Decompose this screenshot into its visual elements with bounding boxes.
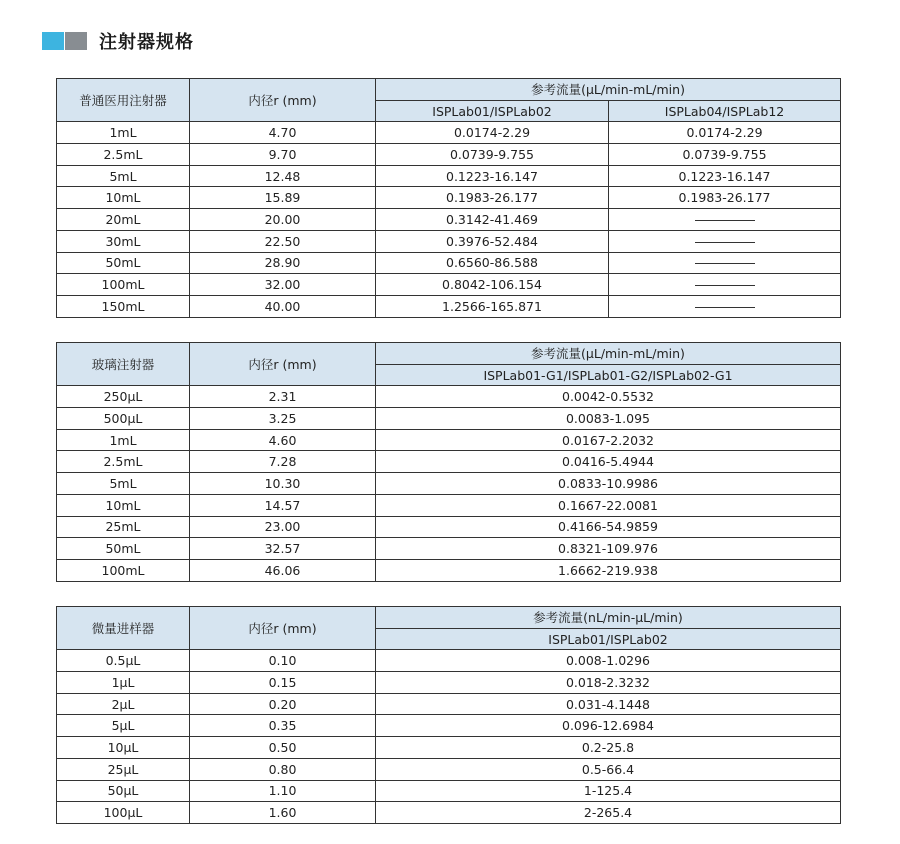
cell-d: 10.30	[190, 473, 376, 495]
cell-a: 0.8042-106.154	[376, 274, 609, 296]
cell-type: 30mL	[57, 230, 190, 252]
dash-placeholder	[695, 307, 755, 308]
cell-a: 0.0042-0.5532	[376, 386, 841, 408]
cell-d: 22.50	[190, 230, 376, 252]
cell-type: 100μL	[57, 802, 190, 824]
cell-type: 2.5mL	[57, 451, 190, 473]
cell-d: 0.80	[190, 758, 376, 780]
cell-d: 46.06	[190, 559, 376, 581]
cell-type: 5mL	[57, 473, 190, 495]
cell-d: 4.70	[190, 122, 376, 144]
dash-placeholder	[695, 220, 755, 221]
table-row	[57, 672, 841, 694]
cell-a: 0.5-66.4	[376, 758, 841, 780]
cell-d: 28.90	[190, 252, 376, 274]
cell-a: 0.2-25.8	[376, 737, 841, 759]
cell-d: 12.48	[190, 165, 376, 187]
table-row	[57, 802, 841, 824]
cell-d: 15.89	[190, 187, 376, 209]
cell-type: 50mL	[57, 252, 190, 274]
cell-type: 10μL	[57, 737, 190, 759]
table-row	[57, 650, 841, 672]
cell-d: 9.70	[190, 144, 376, 166]
table-row	[57, 230, 841, 252]
cell-d: 32.00	[190, 274, 376, 296]
page-title: 注射器规格	[99, 32, 194, 53]
cell-type: 500μL	[57, 408, 190, 430]
table-row	[57, 209, 841, 231]
cell-d: 1.60	[190, 802, 376, 824]
table-row	[57, 386, 841, 408]
col-header-diameter: 内径r (mm)	[190, 607, 376, 650]
cell-a: 0.8321-109.976	[376, 538, 841, 560]
subheader-isplab-glass: ISPLab01-G1/ISPLab01-G2/ISPLab02-G1	[376, 364, 841, 386]
cell-type: 5mL	[57, 165, 190, 187]
section-header	[42, 30, 194, 52]
dash-placeholder	[695, 285, 755, 286]
cell-a: 1.2566-165.871	[376, 295, 609, 317]
cell-type: 25μL	[57, 758, 190, 780]
cell-a: 0.0739-9.755	[376, 144, 609, 166]
cell-type: 50mL	[57, 538, 190, 560]
cell-b: 0.0739-9.755	[609, 144, 841, 166]
cell-d: 14.57	[190, 494, 376, 516]
table-row	[57, 408, 841, 430]
cell-not-applicable	[609, 252, 841, 274]
cell-a: 0.1667-22.0081	[376, 494, 841, 516]
table-row	[57, 144, 841, 166]
table-row	[57, 295, 841, 317]
cell-type: 1μL	[57, 672, 190, 694]
cell-d: 40.00	[190, 295, 376, 317]
cell-not-applicable	[609, 274, 841, 296]
cell-b: 0.1983-26.177	[609, 187, 841, 209]
cell-a: 0.096-12.6984	[376, 715, 841, 737]
cell-type: 150mL	[57, 295, 190, 317]
subheader-isplab01-02: ISPLab01/ISPLab02	[376, 100, 609, 122]
accent-bar-blue	[42, 32, 64, 50]
col-header-flow: 参考流量(nL/min-μL/min)	[376, 607, 841, 629]
cell-b: 0.0174-2.29	[609, 122, 841, 144]
cell-a: 0.018-2.3232	[376, 672, 841, 694]
cell-a: 0.4166-54.9859	[376, 516, 841, 538]
table-row	[57, 473, 841, 495]
cell-d: 0.50	[190, 737, 376, 759]
cell-d: 23.00	[190, 516, 376, 538]
cell-d: 7.28	[190, 451, 376, 473]
table-row	[57, 274, 841, 296]
table-row	[57, 451, 841, 473]
cell-type: 50μL	[57, 780, 190, 802]
micro-syringe-table	[56, 606, 841, 824]
glass-syringe-table	[56, 342, 841, 582]
cell-a: 0.0167-2.2032	[376, 429, 841, 451]
table-row	[57, 559, 841, 581]
col-header-diameter: 内径r (mm)	[190, 343, 376, 386]
accent-bar-gray	[65, 32, 87, 50]
cell-d: 3.25	[190, 408, 376, 430]
table-row	[57, 165, 841, 187]
cell-a: 0.1223-16.147	[376, 165, 609, 187]
col-header-type: 玻璃注射器	[57, 343, 190, 386]
cell-not-applicable	[609, 295, 841, 317]
cell-a: 0.0083-1.095	[376, 408, 841, 430]
cell-a: 0.0833-10.9986	[376, 473, 841, 495]
cell-type: 100mL	[57, 274, 190, 296]
cell-d: 4.60	[190, 429, 376, 451]
table-row	[57, 429, 841, 451]
cell-type: 1mL	[57, 122, 190, 144]
cell-d: 0.35	[190, 715, 376, 737]
dash-placeholder	[695, 263, 755, 264]
table-row	[57, 516, 841, 538]
cell-a: 0.008-1.0296	[376, 650, 841, 672]
cell-type: 25mL	[57, 516, 190, 538]
cell-a: 0.0416-5.4944	[376, 451, 841, 473]
cell-d: 20.00	[190, 209, 376, 231]
cell-a: 0.3142-41.469	[376, 209, 609, 231]
col-header-flow: 参考流量(μL/min-mL/min)	[376, 79, 841, 101]
cell-type: 10mL	[57, 494, 190, 516]
cell-a: 0.3976-52.484	[376, 230, 609, 252]
cell-type: 100mL	[57, 559, 190, 581]
cell-d: 2.31	[190, 386, 376, 408]
table-row	[57, 758, 841, 780]
cell-type: 0.5μL	[57, 650, 190, 672]
cell-not-applicable	[609, 209, 841, 231]
medical-syringe-table	[56, 78, 841, 318]
table-row	[57, 693, 841, 715]
cell-type: 2μL	[57, 693, 190, 715]
table-row	[57, 122, 841, 144]
cell-not-applicable	[609, 230, 841, 252]
cell-type: 2.5mL	[57, 144, 190, 166]
col-header-type: 微量进样器	[57, 607, 190, 650]
table-row	[57, 187, 841, 209]
table-row	[57, 494, 841, 516]
cell-a: 0.1983-26.177	[376, 187, 609, 209]
cell-d: 32.57	[190, 538, 376, 560]
cell-a: 0.0174-2.29	[376, 122, 609, 144]
cell-type: 1mL	[57, 429, 190, 451]
col-header-diameter: 内径r (mm)	[190, 79, 376, 122]
table-row	[57, 737, 841, 759]
table-row	[57, 715, 841, 737]
cell-a: 0.6560-86.588	[376, 252, 609, 274]
col-header-flow: 参考流量(μL/min-mL/min)	[376, 343, 841, 365]
subheader-isplab04-12: ISPLab04/ISPLab12	[609, 100, 841, 122]
table-row	[57, 538, 841, 560]
cell-d: 0.15	[190, 672, 376, 694]
cell-a: 1-125.4	[376, 780, 841, 802]
cell-a: 2-265.4	[376, 802, 841, 824]
cell-type: 20mL	[57, 209, 190, 231]
cell-d: 0.10	[190, 650, 376, 672]
subheader-isplab01-02: ISPLab01/ISPLab02	[376, 628, 841, 650]
cell-a: 0.031-4.1448	[376, 693, 841, 715]
table-row	[57, 252, 841, 274]
table-row	[57, 780, 841, 802]
col-header-type: 普通医用注射器	[57, 79, 190, 122]
cell-type: 250μL	[57, 386, 190, 408]
cell-b: 0.1223-16.147	[609, 165, 841, 187]
cell-d: 1.10	[190, 780, 376, 802]
cell-type: 5μL	[57, 715, 190, 737]
cell-a: 1.6662-219.938	[376, 559, 841, 581]
cell-type: 10mL	[57, 187, 190, 209]
cell-d: 0.20	[190, 693, 376, 715]
dash-placeholder	[695, 242, 755, 243]
